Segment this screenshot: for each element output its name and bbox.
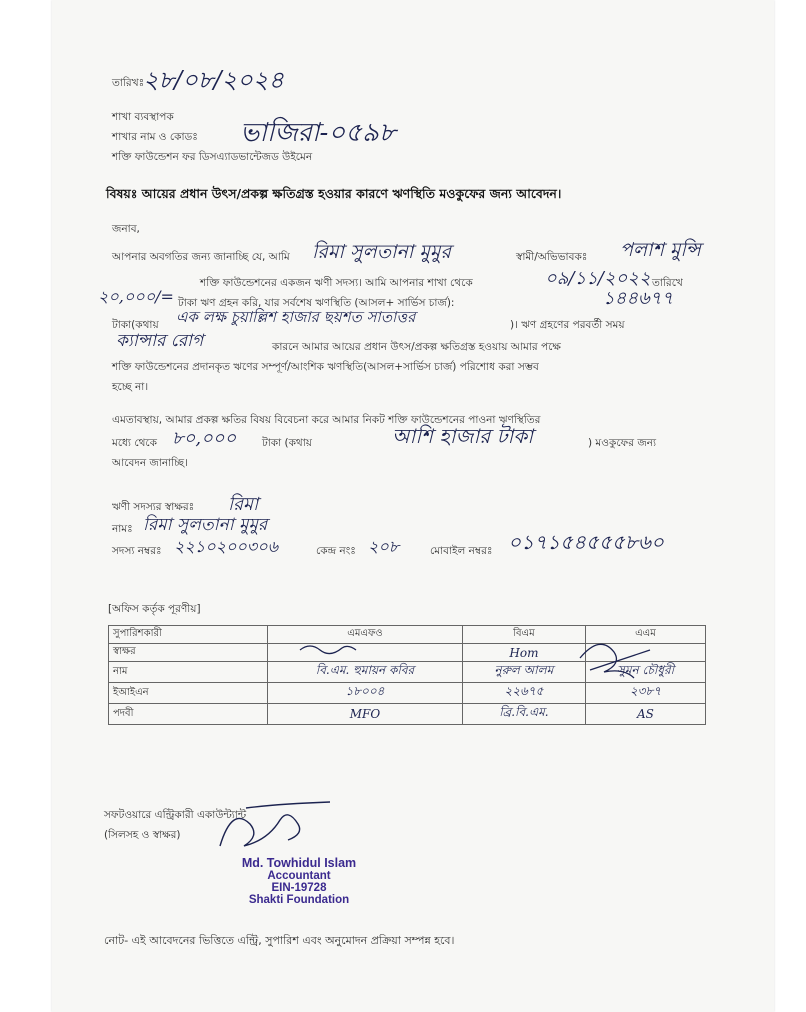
manager-label: শাখা ব্যবস্থাপক: [112, 111, 174, 123]
p1-line1-b: স্বামী/অভিভাবকঃ: [516, 251, 588, 263]
table-cell: এমএফও: [268, 626, 463, 644]
table-label: সুপারিশকারী: [109, 626, 268, 644]
member-signature: রিমা: [228, 494, 259, 515]
center-value: ২০৮: [368, 537, 400, 556]
table-cell: সুমন চৌধুরী: [585, 662, 705, 683]
note-line: নোট- এই আবেদনের ভিত্তিতে এন্ট্রি, সুপারিশ এবং অনুমোদন প্রক্রিয়া সম্পন্ন হবে।: [104, 934, 455, 947]
p1-line6: শক্তি ফাউন্ডেশনের প্রদানকৃত ঋণের সম্পূর্ণ/আংশিক ঋণস্থিতি(আসল+সার্ভিস চার্জ) পরিশোধ করা সম্ভব: [112, 361, 539, 373]
stamp-name: Md. Towhidul Islam: [241, 856, 357, 870]
table-cell: ২২৬৭৫: [462, 683, 585, 704]
table-cell: নুরুল আলম: [462, 662, 585, 683]
branch-label: শাখার নাম ও কোডঃ: [112, 131, 198, 143]
table-cell: বিএম: [462, 626, 585, 644]
table-label: স্বাক্ষর: [109, 644, 268, 662]
p1-line4-b: )। ঋণ গ্রহণের পরবর্তী সময়: [510, 319, 625, 331]
waiver-amount: ৮০,০০০: [172, 428, 237, 449]
guardian-name: পলাশ মুন্সি: [620, 239, 701, 261]
p2-line1: এমতাবস্থায়, আমার প্রকল্প ক্ষতির বিষয় বিবেচনা করে আমার নিকট শক্তি ফাউন্ডেশনের পাওনা ঋণস্থিতির: [112, 414, 541, 426]
accountant-signature: [200, 800, 340, 860]
mobile-value: ০১৭১৫৪৫৫৫৮৬০: [508, 530, 664, 554]
table-label: নাম: [109, 662, 268, 683]
table-cell: ১৮০০৪: [268, 683, 463, 704]
table-cell: Hom: [462, 644, 585, 662]
p1-line5: কারনে আমার আয়ের প্রধান উৎস/প্রকল্প ক্ষতিগ্রস্ত হওয়ায় আমার পক্ষে: [272, 341, 561, 353]
stamp-org: Shakti Foundation: [248, 894, 350, 906]
stamp-title: Accountant: [267, 870, 331, 882]
software-line1: সফটওয়ারে এন্ট্রিকারী একাউন্ট্যান্ট: [104, 809, 247, 821]
table-label: পদবী: [109, 704, 268, 725]
p2-line2-c: ) মওকুফের জন্য: [588, 437, 657, 449]
p1-line2-b: তারিখে: [652, 277, 683, 289]
member-name-label: নামঃ: [112, 523, 133, 535]
signature-scribbles: [260, 640, 700, 730]
salutation: জনাব,: [112, 223, 140, 235]
table-cell: AS: [585, 704, 705, 725]
table-cell: বি.এম. হুমায়ন কবির: [268, 662, 463, 683]
center-label: কেন্দ্র নংঃ: [316, 545, 356, 557]
table-cell: ব্রি.বি.এম.: [462, 704, 585, 725]
subject-line: বিষয়ঃ আয়ের প্রধান উৎস/প্রকল্প ক্ষতিগ্রস্ত হওয়ার কারণে ঋণস্থিতি মওকুফের জন্য আবেদন।: [106, 186, 562, 201]
waiver-words: আশি হাজার টাকা: [392, 424, 534, 448]
loan-date: ০৯/১১/২০২২: [545, 268, 651, 289]
balance-words: এক লক্ষ চুয়াল্লিশ হাজার ছয়শত সাতাত্তর: [176, 308, 416, 326]
table-cell: এএম: [585, 626, 705, 644]
p1-line4-a: টাকা(কথায়: [112, 319, 159, 331]
table-cell: MFO: [268, 704, 463, 725]
p2-line3: আবেদন জানাচ্ছি।: [112, 457, 188, 469]
branch-value: ভাজিরা-০৫৯৮: [240, 118, 396, 148]
table-cell: ২৩৮৭: [585, 683, 705, 704]
member-id-label: সদস্য নম্বরঃ: [112, 545, 162, 557]
applicant-name: রিমা সুলতানা মুমুর: [312, 241, 451, 263]
p1-line3: টাকা ঋণ গ্রহন করি, যার সর্বশেষ ঋণস্থিতি (আসল+ সার্ভিস চার্জ):: [178, 297, 455, 309]
p2-line2-b: টাকা (কথায়: [262, 437, 312, 449]
p1-line7: হচ্ছে না।: [112, 381, 149, 393]
p2-line2-a: মধ্যে থেকে: [112, 437, 157, 449]
member-id: ২২১০২০০৩০৬: [174, 537, 279, 556]
balance-amount: ১৪৪৬৭৭: [603, 288, 674, 309]
mobile-label: মোবাইল নম্বরঃ: [430, 545, 493, 557]
mfo-signature: [300, 646, 356, 654]
software-line2: (সিলসহ ও স্বাক্ষর): [104, 829, 181, 841]
accountant-stamp: [234, 856, 364, 906]
office-heading: [অফিস কর্তৃক পূরণীয়]: [108, 603, 201, 615]
p1-line1-a: আপনার অবগতির জন্য জানাচ্ছি যে, আমি: [112, 251, 290, 263]
member-sign-label: ঋণী সদস্যর স্বাক্ষরঃ: [112, 501, 195, 513]
table-label: ইআইএন: [109, 683, 268, 704]
member-name: রিমা সুলতানা মুমুর: [143, 515, 268, 535]
org-line: শক্তি ফাউন্ডেশন ফর ডিসএ্যাডভান্টেজড উইমেন: [112, 151, 313, 163]
loan-amount: ২০,০০০/=: [98, 287, 174, 306]
date-value: ২৮/০৮/২০২৪: [143, 66, 284, 94]
date-label: তারিখঃ: [112, 77, 145, 89]
p1-line2: শক্তি ফাউন্ডেশনের একজন ঋণী সদস্য। আমি আপনার শাখা থেকে: [200, 277, 473, 289]
stamp-ein: EIN-19728: [271, 882, 327, 894]
reason: ক্যান্সার রোগ: [116, 331, 204, 351]
